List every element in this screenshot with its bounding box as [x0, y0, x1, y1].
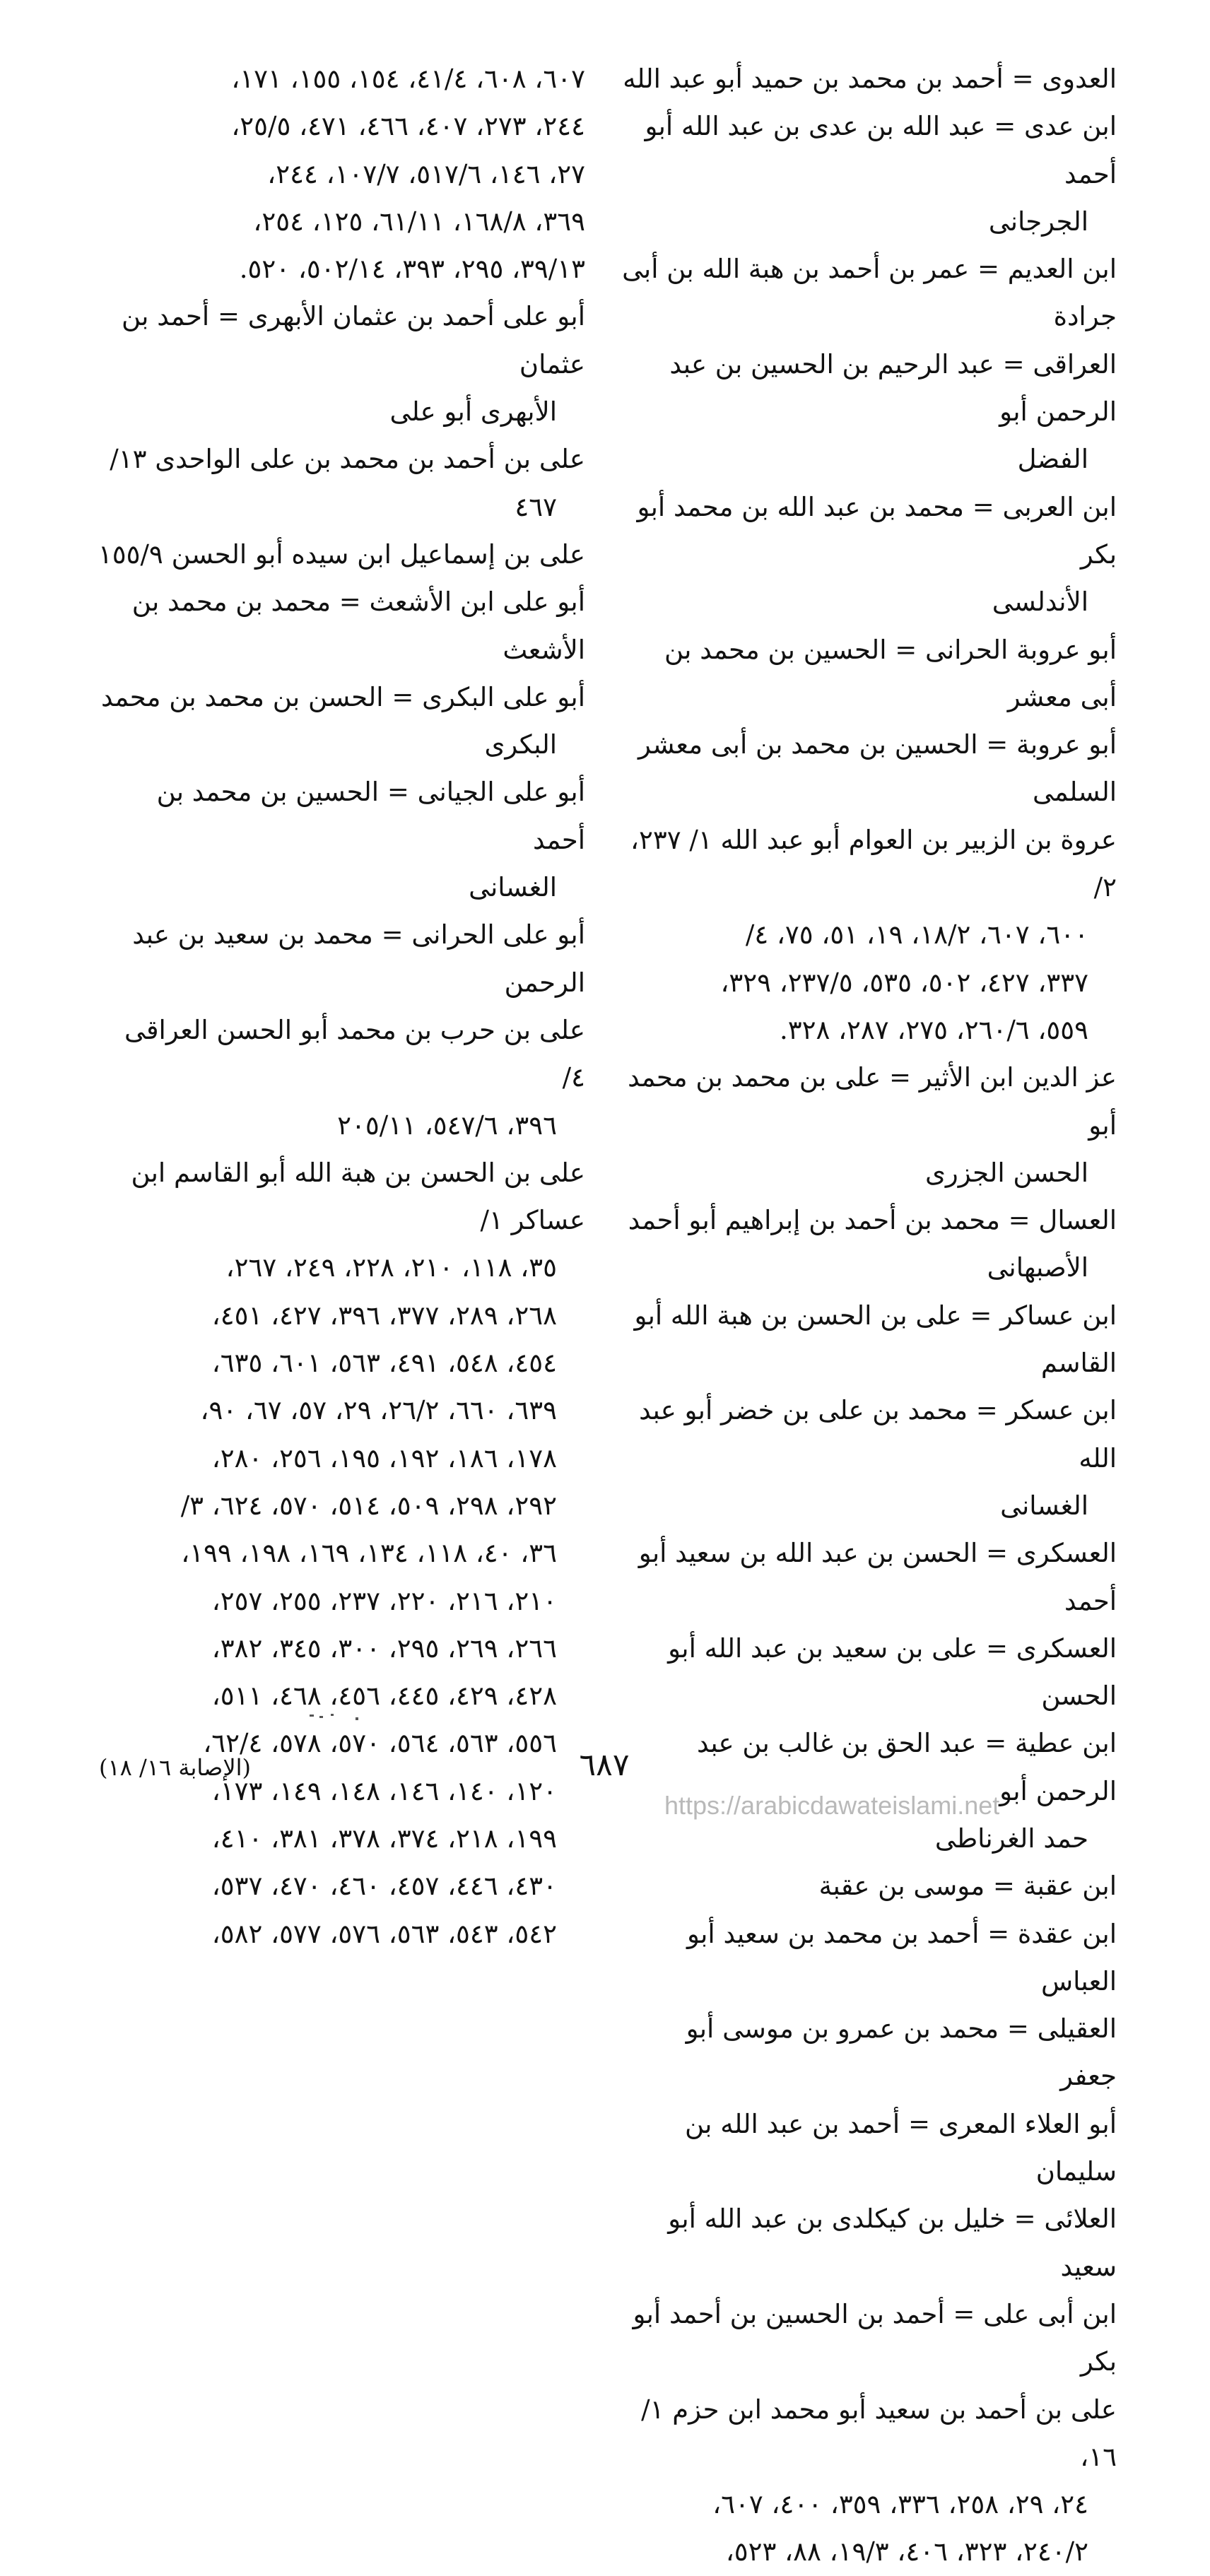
index-entry-continuation: ٣٥، ١١٨، ٢١٠، ٢٢٨، ٢٤٩، ٢٦٧،: [225, 1252, 557, 1283]
index-entry: ابن عساكر = على بن الحسن بن هبة الله أبو القاسم: [634, 1300, 1117, 1379]
scan-speck: [310, 1715, 314, 1717]
index-entry-continuation: ٥٥٦، ٥٦٣، ٥٦٤، ٥٧٠، ٥٧٨، ٦٢/٤،: [203, 1728, 557, 1759]
index-entry-continuation: الأبهرى أبو على: [389, 396, 557, 428]
index-entry: العقيلى = محمد بن عمرو بن موسى أبو جعفر: [686, 2013, 1117, 2092]
page-number: ٦٨٧: [579, 1747, 630, 1783]
index-entry-continuation: ٣٩٦، ٥٤٧/٦، ٢٠٥/١١: [337, 1110, 557, 1141]
index-entry: على بن أحمد بن محمد بن على الواحدى ١٣/: [110, 444, 585, 475]
index-entry: أبو العلاء المعرى = أحمد بن عبد الله بن سليمان: [684, 2108, 1117, 2187]
index-entry: على بن الحسن بن هبة الله أبو القاسم ابن عساكر ١/: [131, 1157, 585, 1236]
index-entry: ٢٤٤، ٢٧٣، ٤٠٧، ٤٦٦، ٤٧١، ٢٥/٥،: [231, 111, 585, 142]
index-entry: العسال = محمد بن أحمد بن إبراهيم أبو أحمد: [628, 1205, 1117, 1236]
index-entry: ابن العربى = محمد بن عبد الله بن محمد أبو بكر: [637, 491, 1117, 570]
index-entry-continuation: ١٢٠، ١٤٠، ١٤٦، ١٤٨، ١٤٩، ١٧٣،: [211, 1775, 557, 1806]
source-note: (الإصابة ١٦/ ١٨): [99, 1754, 251, 1781]
index-entry: العراقى = عبد الرحيم بن الحسين بن عبد الرحمن أبو: [669, 348, 1117, 428]
index-entry: أبو على الحرانى = محمد بن سعيد بن عبد الرحمن: [132, 919, 585, 998]
index-entry-continuation: ٢١٠، ٢١٦، ٢٢٠، ٢٣٧، ٢٥٥، ٢٥٧،: [211, 1585, 557, 1616]
index-entry: أبو عروبة = الحسين بن محمد بن أبى معشر السلمى: [638, 729, 1117, 808]
index-entry-continuation: ١٧٨، ١٨٦، ١٩٢، ١٩٥، ٢٥٦، ٢٨٠،: [211, 1442, 557, 1474]
scan-speck: [356, 1717, 358, 1720]
index-entry: أبو على ابن الأشعث = محمد بن محمد بن الأشعث: [131, 587, 585, 665]
index-entry-continuation: ٦٠٠، ٦٠٧، ١٨/٢، ١٩، ٥١، ٧٥، ٤/: [745, 919, 1088, 951]
index-entry-continuation: ٤٦٧: [515, 491, 557, 522]
index-entry-continuation: البكرى: [484, 729, 557, 760]
index-entry-continuation: الأصبهانى: [987, 1252, 1088, 1283]
index-entry: ٦٠٧، ٦٠٨، ٤١/٤، ١٥٤، ١٥٥، ١٧١،: [231, 64, 585, 94]
index-entry-continuation: ٣٣٧، ٤٢٧، ٥٠٢، ٥٣٥، ٢٣٧/٥، ٣٢٩،: [720, 967, 1088, 998]
index-entry-continuation: ٥٥٩، ٢٦٠/٦، ٢٧٥، ٢٨٧، ٣٢٨.: [779, 1014, 1088, 1045]
index-entry-continuation: الغسانى: [469, 872, 557, 903]
index-entry-continuation: ٦٣٩، ٦٦٠، ٢٦/٢، ٢٩، ٥٧، ٦٧، ٩٠،: [200, 1395, 557, 1426]
index-entry: العسكرى = الحسن بن عبد الله بن سعيد أبو أحمد: [638, 1538, 1117, 1616]
index-entry-continuation: ٤٢٨، ٤٢٩، ٤٤٥، ٤٥٦، ٤٦٨، ٥١١،: [211, 1681, 557, 1712]
index-entry: ابن عدى = عبد الله بن عدى بن عبد الله أبو أحمد: [645, 111, 1117, 189]
right-column: [622, 55, 1117, 2576]
index-entry-continuation: ٤٣٠، ٤٤٦، ٤٥٧، ٤٦٠، ٤٧٠، ٥٣٧،: [211, 1871, 557, 1902]
index-entry: عروة بن الزبير بن العوام أبو عبد الله ١/ ٢٣٧، ٢/: [630, 824, 1117, 903]
index-entry-continuation: ٥٤٢، ٥٤٣، ٥٦٣، ٥٧٦، ٥٧٧، ٥٨٢،: [211, 1918, 557, 1949]
index-entry: أبو على أحمد بن عثمان الأبهرى = أحمد بن عثمان: [122, 301, 585, 380]
index-entry-continuation: ٢٦٨، ٢٨٩، ٣٧٧، ٣٩٦، ٤٢٧، ٤٥١،: [211, 1300, 557, 1331]
index-entry-continuation: الجرجانى: [988, 206, 1088, 237]
index-entry: ابن العديم = عمر بن أحمد بن هبة الله بن أبى جرادة: [622, 254, 1117, 332]
index-entry-continuation: ٢٩٢، ٢٩٨، ٥٠٩، ٥١٤، ٥٧٠، ٦٢٤، ٣/: [180, 1490, 557, 1521]
index-entry: ٣٦٩، ١٦٨/٨، ٦١/١١، ١٢٥، ٢٥٤،: [253, 206, 585, 237]
index-entry: ابن عسكر = محمد بن على بن خضر أبو عبد الله: [639, 1395, 1117, 1474]
index-entry: على بن أحمد بن سعيد أبو محمد ابن حزم ١/ ١٦،: [641, 2394, 1117, 2472]
index-entry: ٢٧، ١٤٦، ٥١٧/٦، ١٠٧/٧، ٢٤٤،: [267, 158, 585, 189]
index-entry-continuation: ٢٦٦، ٢٦٩، ٢٩٥، ٣٠٠، ٣٤٥، ٣٨٢،: [211, 1633, 557, 1664]
watermark-url: https://arabicdawateislami.net: [664, 1791, 1000, 1820]
index-entry-continuation: الغسانى: [1000, 1490, 1088, 1521]
index-entry-continuation: ٢٤، ٢٩، ٢٥٨، ٣٣٦، ٣٥٩، ٤٠٠، ٦٠٧،: [712, 2489, 1088, 2520]
index-entry-continuation: ٣٦، ٤٠، ١١٨، ١٣٤، ١٦٩، ١٩٨، ١٩٩،: [181, 1538, 557, 1569]
scan-speck: [331, 1714, 334, 1716]
index-entry: العدوى = أحمد بن محمد بن حميد أبو عبد الله: [623, 64, 1117, 94]
index-entry: ابن عطية = عبد الحق بن غالب بن عبد الرحمن أبو: [696, 1728, 1117, 1806]
index-entry: ٣٩/١٣، ٢٩٥، ٣٩٣، ٥٠٢/١٤، ٥٢٠.: [239, 254, 585, 285]
index-entry: أبو على البكرى = الحسن بن محمد بن محمد: [100, 681, 585, 712]
index-entry: العسكرى = على بن سعيد بن عبد الله أبو الحسن: [668, 1633, 1117, 1712]
index-entry-continuation: ٢٤٠/٢، ٣٢٣، ٤٠٦، ١٩/٣، ٨٨، ٥٢٣،: [725, 2536, 1088, 2568]
index-entry-continuation: الفضل: [1017, 444, 1088, 475]
index-entry: أبو على الجيانى = الحسين بن محمد بن أحمد: [156, 777, 585, 855]
index-entry: ابن عقبة = موسى بن عقبة: [818, 1871, 1117, 1902]
index-entry-continuation: الحسن الجزرى: [924, 1157, 1088, 1188]
index-entry: أبو عروبة الحرانى = الحسين بن محمد بن أبى معشر: [664, 634, 1117, 712]
index-entry-continuation: حمد الغرناطى: [934, 1823, 1088, 1854]
index-entry: على بن حرب بن محمد أبو الحسن العراقى ٤/: [124, 1014, 585, 1093]
index-entry-continuation: ٤٥٤، ٥٤٨، ٤٩١، ٥٦٣، ٦٠١، ٦٣٥،: [211, 1348, 557, 1379]
left-column: [98, 55, 585, 1958]
index-entry: العلائى = خليل بن كيكلدى بن عبد الله أبو سعيد: [668, 2204, 1117, 2282]
index-entry: ابن أبى على = أحمد بن الحسين بن أحمد أبو بكر: [633, 2298, 1117, 2377]
scan-speck: [319, 1716, 323, 1718]
index-entry: ابن عقدة = أحمد بن محمد بن سعيد أبو العباس: [687, 1918, 1117, 1996]
index-entry: على بن إسماعيل ابن سيده أبو الحسن ١٥٥/٩: [98, 539, 585, 570]
index-entry-continuation: ١٩٩، ٢١٨، ٣٧٤، ٣٧٨، ٣٨١، ٤١٠،: [211, 1823, 557, 1854]
index-entry: عز الدين ابن الأثير = على بن محمد بن محمد أبو: [628, 1062, 1117, 1141]
index-entry-continuation: الأندلسى: [992, 587, 1088, 618]
